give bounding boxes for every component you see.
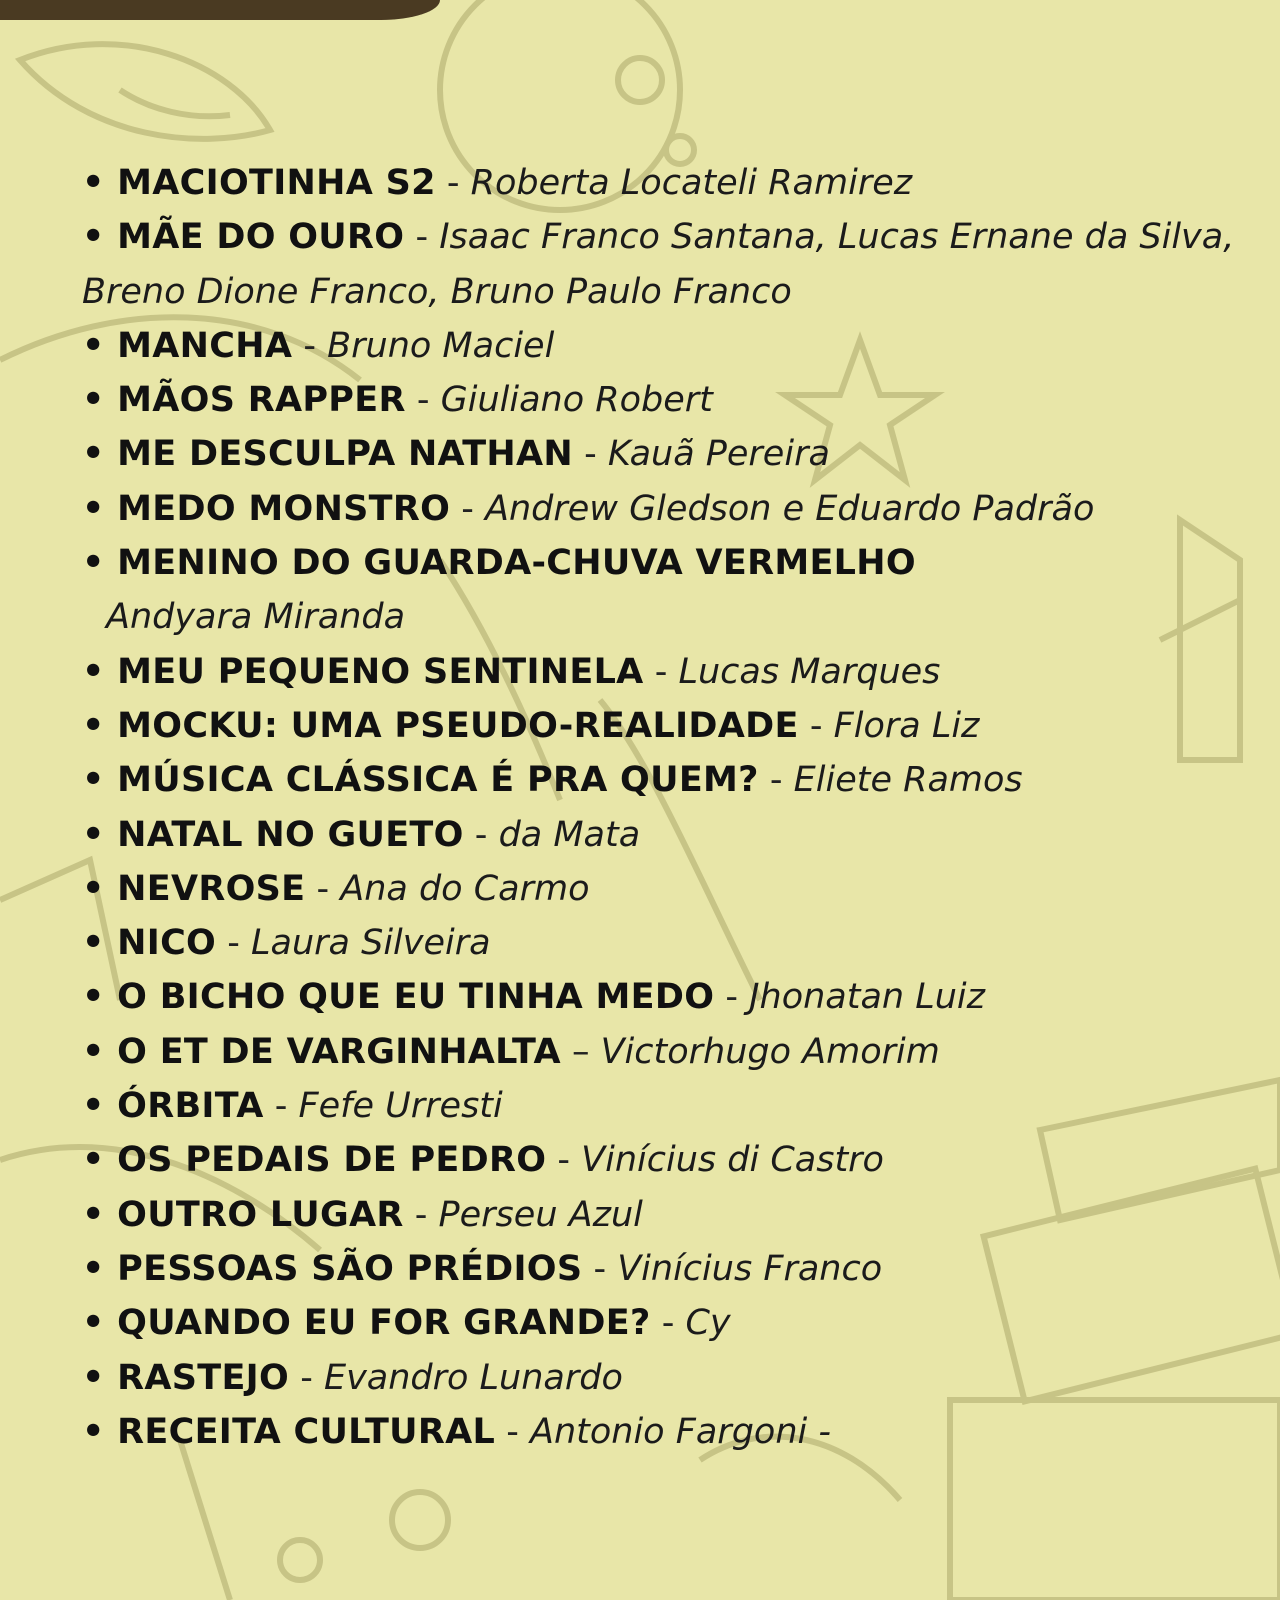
- list-item: [82, 916, 1262, 970]
- film-title: • MENINO DO GUARDA-CHUVA VERMELHO: [82, 543, 916, 584]
- film-title: • MEU PEQUENO SENTINELA: [82, 651, 644, 692]
- list-item: [82, 536, 1262, 645]
- film-author: Lucas Marques: [678, 651, 941, 692]
- separator: -: [582, 1248, 618, 1289]
- film-title: • NICO: [82, 923, 217, 964]
- film-title: • O ET DE VARGINHALTA: [82, 1031, 561, 1072]
- film-author: Vinícius di Castro: [581, 1140, 884, 1181]
- separator: –: [560, 1031, 601, 1072]
- list-item: [82, 1296, 1262, 1350]
- film-title: • OS PEDAIS DE PEDRO: [82, 1140, 547, 1181]
- film-author: Isaac Franco Santana, Lucas Ernane da Silva, Breno Dione Franco, Bruno Paulo Franco: [82, 217, 1235, 312]
- film-title: • MACIOTINHA S2: [82, 163, 436, 203]
- film-author: Fefe Urresti: [298, 1086, 503, 1127]
- film-author: Victorhugo Amorim: [600, 1031, 940, 1072]
- list-item: [82, 699, 1262, 753]
- separator: -: [403, 1194, 439, 1235]
- list-item: [82, 373, 1262, 427]
- separator: -: [463, 814, 499, 855]
- separator: -: [305, 868, 341, 909]
- film-author: Flora Liz: [833, 705, 980, 746]
- separator: -: [495, 1411, 531, 1452]
- film-author: Evandro Lunardo: [323, 1357, 623, 1398]
- separator: -: [292, 325, 328, 366]
- film-author: Vinícius Franco: [617, 1248, 883, 1289]
- film-title: • MOCKU: UMA PSEUDO-REALIDADE: [82, 705, 799, 746]
- film-title: • RASTEJO: [82, 1357, 290, 1398]
- film-title: • NEVROSE: [82, 868, 306, 909]
- list-item: [82, 1242, 1262, 1296]
- film-title: • ME DESCULPA NATHAN: [82, 434, 573, 475]
- film-title: • PESSOAS SÃO PRÉDIOS: [82, 1248, 583, 1289]
- separator: -: [289, 1357, 324, 1398]
- separator: -: [435, 163, 471, 203]
- film-author: Cy: [685, 1303, 731, 1344]
- list-item: [82, 808, 1262, 862]
- film-author: Jhonatan Luiz: [749, 977, 985, 1018]
- list-item: [82, 1025, 1262, 1079]
- film-title: • NATAL NO GUETO: [82, 814, 464, 855]
- separator: -: [450, 488, 486, 529]
- list-item: [82, 1351, 1262, 1405]
- list-item: [82, 970, 1262, 1024]
- film-title: • MÚSICA CLÁSSICA É PRA QUEM?: [82, 760, 759, 801]
- film-title: • MANCHA: [82, 325, 293, 366]
- film-list: [82, 156, 1262, 1459]
- separator: -: [758, 760, 794, 801]
- separator: -: [643, 651, 679, 692]
- list-item: [82, 645, 1262, 699]
- separator: -: [572, 434, 608, 475]
- film-author: Roberta Locateli Ramirez: [470, 163, 913, 203]
- film-author: Giuliano Robert: [440, 380, 713, 421]
- separator: -: [216, 923, 252, 964]
- film-title: • MÃOS RAPPER: [82, 380, 406, 421]
- list-item: [82, 1079, 1262, 1133]
- film-author: Ana do Carmo: [340, 868, 590, 909]
- list-item: [82, 156, 1262, 210]
- separator: -: [650, 1303, 686, 1344]
- list-item: [82, 1405, 1262, 1459]
- list-item: [82, 427, 1262, 481]
- list-item: [82, 862, 1262, 916]
- film-title: • RECEITA CULTURAL: [82, 1411, 496, 1452]
- film-title: • O BICHO QUE EU TINHA MEDO: [82, 977, 715, 1018]
- list-item: [82, 210, 1262, 319]
- film-author: Kauã Pereira: [607, 434, 830, 475]
- separator: -: [263, 1086, 299, 1127]
- film-title: • ÓRBITA: [82, 1086, 264, 1127]
- film-title: • OUTRO LUGAR: [82, 1194, 404, 1235]
- separator: -: [798, 705, 834, 746]
- list-item: [82, 1133, 1262, 1187]
- film-author: Antonio Fargoni -: [530, 1411, 831, 1452]
- separator: -: [714, 977, 750, 1018]
- separator: -: [404, 217, 440, 258]
- separator: -: [405, 380, 441, 421]
- film-title: • QUANDO EU FOR GRANDE?: [82, 1303, 651, 1344]
- film-author: Eliete Ramos: [793, 760, 1023, 801]
- film-author: da Mata: [498, 814, 641, 855]
- film-author: Perseu Azul: [438, 1194, 643, 1235]
- film-author: Bruno Maciel: [327, 325, 555, 366]
- film-title: • MÃE DO OURO: [82, 217, 405, 258]
- separator: -: [546, 1140, 582, 1181]
- film-title: • MEDO MONSTRO: [82, 488, 451, 529]
- list-item: [82, 319, 1262, 373]
- list-item: [82, 1188, 1262, 1242]
- list-item: [82, 482, 1262, 536]
- film-author: Andyara Miranda: [106, 597, 406, 638]
- film-author: Andrew Gledson e Eduardo Padrão: [485, 488, 1095, 529]
- film-author: Laura Silveira: [251, 923, 491, 964]
- list-item: [82, 753, 1262, 807]
